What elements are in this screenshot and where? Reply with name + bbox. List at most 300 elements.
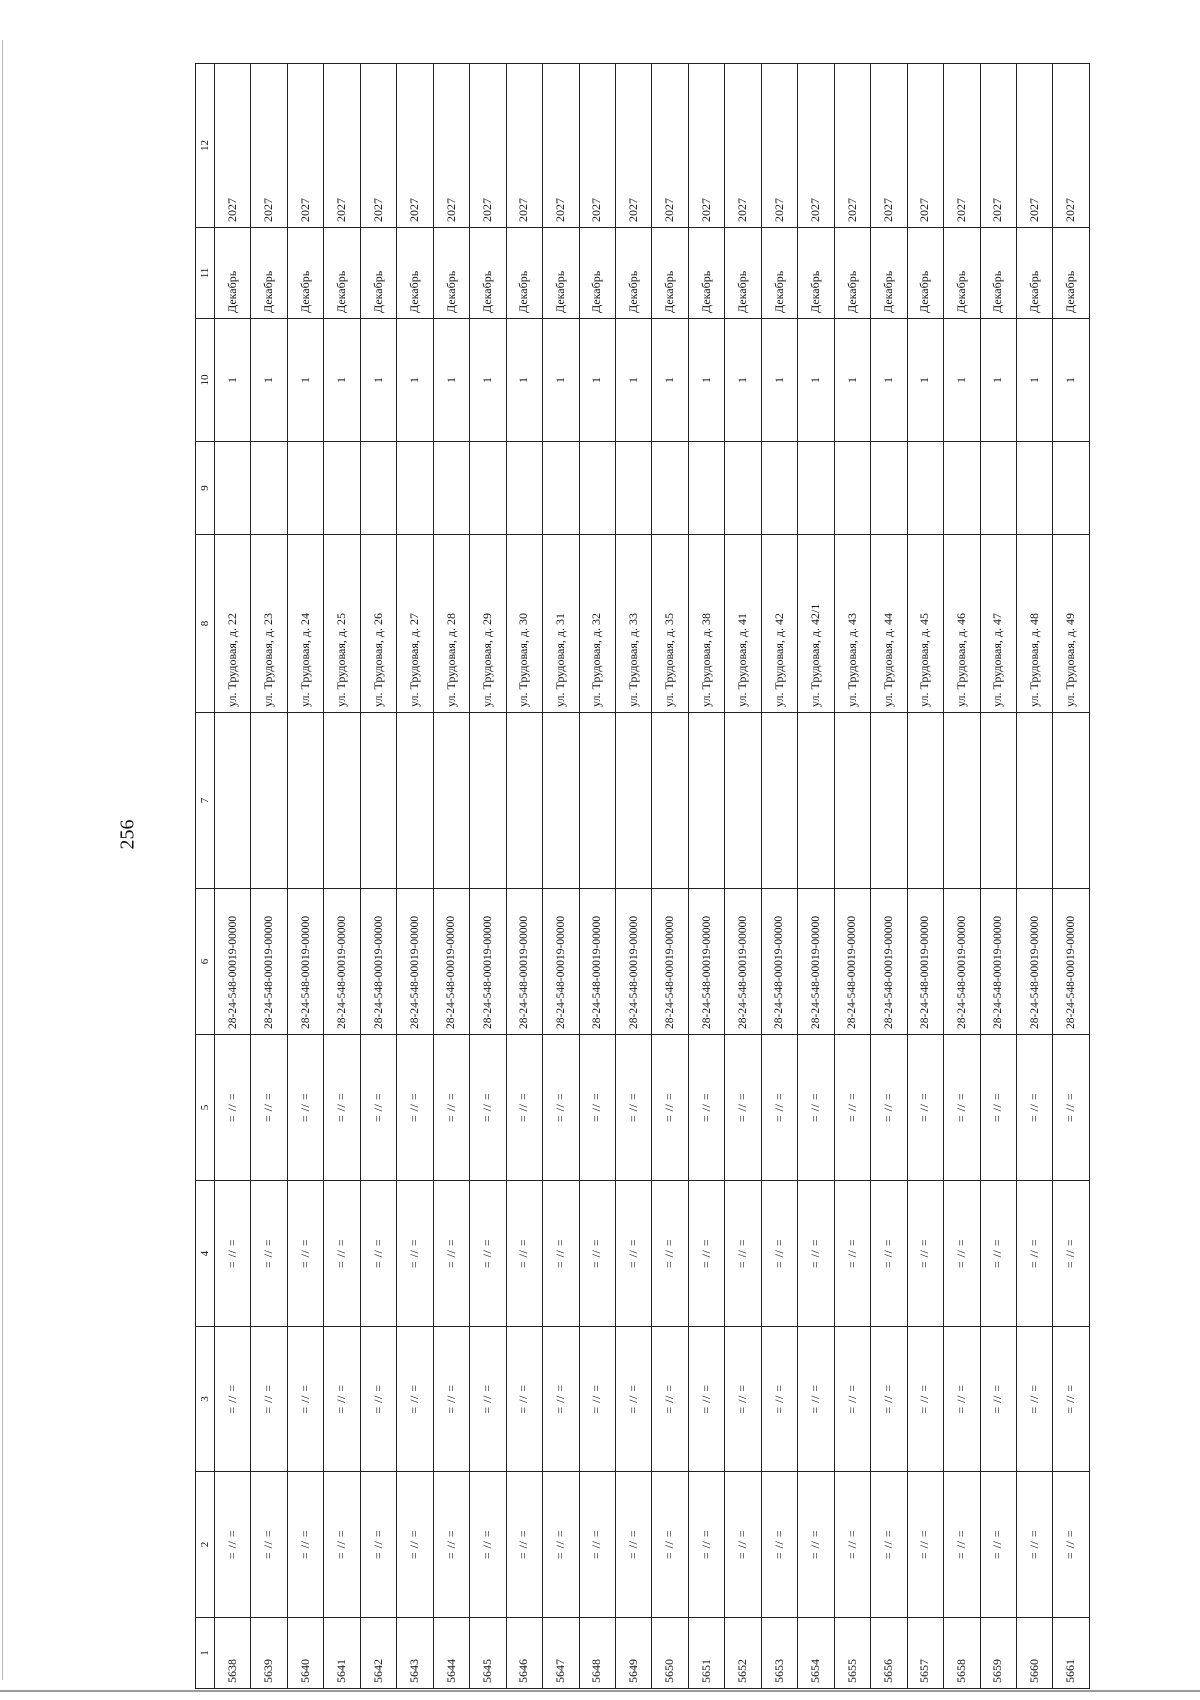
empty-cell xyxy=(579,713,615,889)
table-row xyxy=(798,64,834,1689)
ditto-cell: = // = xyxy=(944,1472,980,1618)
ditto-cell: = // = xyxy=(1016,1327,1052,1472)
empty-cell xyxy=(871,442,907,535)
ditto-cell: = // = xyxy=(652,1035,688,1181)
year-cell: 2027 xyxy=(652,64,688,228)
year-cell: 2027 xyxy=(506,64,542,228)
quantity-cell: 1 xyxy=(506,319,542,442)
quantity-cell: 1 xyxy=(1016,319,1052,442)
ditto-cell: = // = xyxy=(688,1327,724,1472)
row-number: 5640 xyxy=(287,1618,323,1689)
row-number: 5654 xyxy=(798,1618,834,1689)
table-row xyxy=(834,64,870,1689)
ditto-cell: = // = xyxy=(397,1472,433,1618)
year-cell: 2027 xyxy=(798,64,834,228)
ditto-cell: = // = xyxy=(871,1472,907,1618)
empty-cell xyxy=(251,713,287,889)
ditto-cell: = // = xyxy=(1016,1472,1052,1618)
empty-cell xyxy=(652,713,688,889)
table-row xyxy=(397,64,433,1689)
table-row xyxy=(215,64,251,1689)
empty-cell xyxy=(1053,442,1090,535)
ditto-cell: = // = xyxy=(834,1035,870,1181)
table-row xyxy=(761,64,797,1689)
month-cell: Декабрь xyxy=(871,228,907,319)
empty-cell xyxy=(1053,713,1090,889)
table-row xyxy=(543,64,579,1689)
address-cell: ул. Трудовая, д. 42 xyxy=(761,535,797,713)
empty-cell xyxy=(688,713,724,889)
row-number: 5650 xyxy=(652,1618,688,1689)
quantity-cell: 1 xyxy=(433,319,469,442)
ditto-cell: = // = xyxy=(652,1472,688,1618)
ditto-cell: = // = xyxy=(615,1327,651,1472)
ditto-cell: = // = xyxy=(1053,1181,1090,1327)
ditto-cell: = // = xyxy=(798,1327,834,1472)
row-number: 5653 xyxy=(761,1618,797,1689)
row-number: 5661 xyxy=(1053,1618,1090,1689)
table-row xyxy=(433,64,469,1689)
address-cell: ул. Трудовая, д. 35 xyxy=(652,535,688,713)
quantity-cell: 1 xyxy=(397,319,433,442)
ditto-cell: = // = xyxy=(944,1181,980,1327)
ditto-cell: = // = xyxy=(324,1035,360,1181)
registry-code: 28-24-548-00019-00000 xyxy=(688,889,724,1035)
empty-cell xyxy=(433,442,469,535)
registry-code: 28-24-548-00019-00000 xyxy=(433,889,469,1035)
ditto-cell: = // = xyxy=(798,1472,834,1618)
address-cell: ул. Трудовая, д. 46 xyxy=(944,535,980,713)
empty-cell xyxy=(579,442,615,535)
month-cell: Декабрь xyxy=(470,228,506,319)
month-cell: Декабрь xyxy=(615,228,651,319)
table-row xyxy=(615,64,651,1689)
address-cell: ул. Трудовая, д. 38 xyxy=(688,535,724,713)
empty-cell xyxy=(615,713,651,889)
year-cell: 2027 xyxy=(251,64,287,228)
address-cell: ул. Трудовая, д. 27 xyxy=(397,535,433,713)
month-cell: Декабрь xyxy=(506,228,542,319)
ditto-cell: = // = xyxy=(1053,1472,1090,1618)
year-cell: 2027 xyxy=(433,64,469,228)
ditto-cell: = // = xyxy=(287,1472,323,1618)
month-cell: Декабрь xyxy=(980,228,1016,319)
column-number-row xyxy=(196,64,215,1689)
month-cell: Декабрь xyxy=(251,228,287,319)
empty-cell xyxy=(324,713,360,889)
table-row xyxy=(871,64,907,1689)
ditto-cell: = // = xyxy=(907,1181,943,1327)
year-cell: 2027 xyxy=(615,64,651,228)
ditto-cell: = // = xyxy=(360,1181,396,1327)
registry-code: 28-24-548-00019-00000 xyxy=(287,889,323,1035)
ditto-cell: = // = xyxy=(688,1035,724,1181)
column-number: 1 xyxy=(196,1618,215,1689)
quantity-cell: 1 xyxy=(761,319,797,442)
registry-code: 28-24-548-00019-00000 xyxy=(470,889,506,1035)
ditto-cell: = // = xyxy=(761,1472,797,1618)
ditto-cell: = // = xyxy=(725,1035,761,1181)
row-number: 5643 xyxy=(397,1618,433,1689)
address-cell: ул. Трудовая, д. 24 xyxy=(287,535,323,713)
ditto-cell: = // = xyxy=(944,1327,980,1472)
registry-code: 28-24-548-00019-00000 xyxy=(506,889,542,1035)
registry-code: 28-24-548-00019-00000 xyxy=(615,889,651,1035)
address-cell: ул. Трудовая, д. 47 xyxy=(980,535,1016,713)
year-cell: 2027 xyxy=(1053,64,1090,228)
registry-code: 28-24-548-00019-00000 xyxy=(944,889,980,1035)
quantity-cell: 1 xyxy=(579,319,615,442)
ditto-cell: = // = xyxy=(798,1035,834,1181)
column-number: 3 xyxy=(196,1327,215,1472)
quantity-cell: 1 xyxy=(543,319,579,442)
empty-cell xyxy=(1016,442,1052,535)
month-cell: Декабрь xyxy=(725,228,761,319)
address-cell: ул. Трудовая, д. 32 xyxy=(579,535,615,713)
empty-cell xyxy=(215,442,251,535)
row-number: 5641 xyxy=(324,1618,360,1689)
quantity-cell: 1 xyxy=(688,319,724,442)
address-cell: ул. Трудовая, д. 43 xyxy=(834,535,870,713)
registry-code: 28-24-548-00019-00000 xyxy=(652,889,688,1035)
empty-cell xyxy=(907,713,943,889)
registry-code: 28-24-548-00019-00000 xyxy=(761,889,797,1035)
ditto-cell: = // = xyxy=(688,1472,724,1618)
registry-code: 28-24-548-00019-00000 xyxy=(360,889,396,1035)
table-row xyxy=(1016,64,1052,1689)
column-number: 7 xyxy=(196,713,215,889)
row-number: 5646 xyxy=(506,1618,542,1689)
ditto-cell: = // = xyxy=(287,1327,323,1472)
empty-cell xyxy=(761,713,797,889)
table-row xyxy=(360,64,396,1689)
address-cell: ул. Трудовая, д. 44 xyxy=(871,535,907,713)
month-cell: Декабрь xyxy=(907,228,943,319)
year-cell: 2027 xyxy=(360,64,396,228)
ditto-cell: = // = xyxy=(725,1472,761,1618)
table-row xyxy=(251,64,287,1689)
month-cell: Декабрь xyxy=(761,228,797,319)
ditto-cell: = // = xyxy=(615,1472,651,1618)
year-cell: 2027 xyxy=(287,64,323,228)
row-number: 5655 xyxy=(834,1618,870,1689)
address-cell: ул. Трудовая, д. 31 xyxy=(543,535,579,713)
ditto-cell: = // = xyxy=(1053,1327,1090,1472)
year-cell: 2027 xyxy=(579,64,615,228)
month-cell: Декабрь xyxy=(324,228,360,319)
year-cell: 2027 xyxy=(761,64,797,228)
ditto-cell: = // = xyxy=(543,1472,579,1618)
ditto-cell: = // = xyxy=(725,1181,761,1327)
empty-cell xyxy=(287,442,323,535)
registry-code: 28-24-548-00019-00000 xyxy=(215,889,251,1035)
quantity-cell: 1 xyxy=(798,319,834,442)
ditto-cell: = // = xyxy=(215,1472,251,1618)
month-cell: Декабрь xyxy=(1016,228,1052,319)
empty-cell xyxy=(652,442,688,535)
registry-code: 28-24-548-00019-00000 xyxy=(251,889,287,1035)
empty-cell xyxy=(215,713,251,889)
address-cell: ул. Трудовая, д. 29 xyxy=(470,535,506,713)
ditto-cell: = // = xyxy=(834,1472,870,1618)
page-number: 256 xyxy=(116,819,139,850)
column-number: 6 xyxy=(196,889,215,1035)
ditto-cell: = // = xyxy=(761,1327,797,1472)
ditto-cell: = // = xyxy=(543,1035,579,1181)
row-number: 5658 xyxy=(944,1618,980,1689)
row-number: 5639 xyxy=(251,1618,287,1689)
address-cell: ул. Трудовая, д. 23 xyxy=(251,535,287,713)
registry-code: 28-24-548-00019-00000 xyxy=(397,889,433,1035)
ditto-cell: = // = xyxy=(360,1035,396,1181)
registry-code: 28-24-548-00019-00000 xyxy=(834,889,870,1035)
quantity-cell: 1 xyxy=(944,319,980,442)
ditto-cell: = // = xyxy=(725,1327,761,1472)
row-number: 5647 xyxy=(543,1618,579,1689)
ditto-cell: = // = xyxy=(324,1472,360,1618)
year-cell: 2027 xyxy=(834,64,870,228)
quantity-cell: 1 xyxy=(324,319,360,442)
empty-cell xyxy=(470,713,506,889)
ditto-cell: = // = xyxy=(1016,1035,1052,1181)
ditto-cell: = // = xyxy=(615,1181,651,1327)
ditto-cell: = // = xyxy=(1016,1181,1052,1327)
ditto-cell: = // = xyxy=(251,1472,287,1618)
table-row xyxy=(506,64,542,1689)
ditto-cell: = // = xyxy=(871,1327,907,1472)
empty-cell xyxy=(1016,713,1052,889)
empty-cell xyxy=(834,713,870,889)
ditto-cell: = // = xyxy=(652,1327,688,1472)
month-cell: Декабрь xyxy=(834,228,870,319)
table-row xyxy=(324,64,360,1689)
ditto-cell: = // = xyxy=(907,1035,943,1181)
year-cell: 2027 xyxy=(215,64,251,228)
table-row xyxy=(688,64,724,1689)
ditto-cell: = // = xyxy=(688,1181,724,1327)
registry-code: 28-24-548-00019-00000 xyxy=(725,889,761,1035)
quantity-cell: 1 xyxy=(615,319,651,442)
empty-cell xyxy=(761,442,797,535)
ditto-cell: = // = xyxy=(397,1035,433,1181)
quantity-cell: 1 xyxy=(360,319,396,442)
address-cell: ул. Трудовая, д. 30 xyxy=(506,535,542,713)
ditto-cell: = // = xyxy=(980,1327,1016,1472)
year-cell: 2027 xyxy=(324,64,360,228)
address-cell: ул. Трудовая, д. 28 xyxy=(433,535,469,713)
empty-cell xyxy=(397,442,433,535)
empty-cell xyxy=(360,713,396,889)
month-cell: Декабрь xyxy=(652,228,688,319)
empty-cell xyxy=(470,442,506,535)
ditto-cell: = // = xyxy=(324,1327,360,1472)
ditto-cell: = // = xyxy=(397,1181,433,1327)
ditto-cell: = // = xyxy=(251,1181,287,1327)
empty-cell xyxy=(251,442,287,535)
quantity-cell: 1 xyxy=(1053,319,1090,442)
ditto-cell: = // = xyxy=(871,1181,907,1327)
ditto-cell: = // = xyxy=(433,1181,469,1327)
ditto-cell: = // = xyxy=(470,1327,506,1472)
month-cell: Декабрь xyxy=(360,228,396,319)
ditto-cell: = // = xyxy=(579,1327,615,1472)
month-cell: Декабрь xyxy=(287,228,323,319)
registry-code: 28-24-548-00019-00000 xyxy=(980,889,1016,1035)
empty-cell xyxy=(944,713,980,889)
month-cell: Декабрь xyxy=(433,228,469,319)
year-cell: 2027 xyxy=(725,64,761,228)
quantity-cell: 1 xyxy=(980,319,1016,442)
ditto-cell: = // = xyxy=(360,1327,396,1472)
address-cell: ул. Трудовая, д. 33 xyxy=(615,535,651,713)
empty-cell xyxy=(506,713,542,889)
empty-cell xyxy=(324,442,360,535)
year-cell: 2027 xyxy=(871,64,907,228)
table-row xyxy=(470,64,506,1689)
year-cell: 2027 xyxy=(944,64,980,228)
registry-code: 28-24-548-00019-00000 xyxy=(907,889,943,1035)
ditto-cell: = // = xyxy=(543,1181,579,1327)
ditto-cell: = // = xyxy=(433,1327,469,1472)
empty-cell xyxy=(980,442,1016,535)
month-cell: Декабрь xyxy=(397,228,433,319)
ditto-cell: = // = xyxy=(470,1472,506,1618)
year-cell: 2027 xyxy=(543,64,579,228)
column-number: 12 xyxy=(196,64,215,228)
year-cell: 2027 xyxy=(980,64,1016,228)
ditto-cell: = // = xyxy=(652,1181,688,1327)
ditto-cell: = // = xyxy=(761,1035,797,1181)
year-cell: 2027 xyxy=(688,64,724,228)
empty-cell xyxy=(907,442,943,535)
ditto-cell: = // = xyxy=(543,1327,579,1472)
table-row xyxy=(980,64,1016,1689)
quantity-cell: 1 xyxy=(287,319,323,442)
empty-cell xyxy=(725,442,761,535)
address-cell: ул. Трудовая, д. 26 xyxy=(360,535,396,713)
ditto-cell: = // = xyxy=(506,1181,542,1327)
empty-cell xyxy=(360,442,396,535)
quantity-cell: 1 xyxy=(652,319,688,442)
month-cell: Декабрь xyxy=(1053,228,1090,319)
ditto-cell: = // = xyxy=(324,1181,360,1327)
ditto-cell: = // = xyxy=(470,1035,506,1181)
ditto-cell: = // = xyxy=(980,1472,1016,1618)
empty-cell xyxy=(798,713,834,889)
row-number: 5648 xyxy=(579,1618,615,1689)
ditto-cell: = // = xyxy=(980,1181,1016,1327)
ditto-cell: = // = xyxy=(215,1035,251,1181)
empty-cell xyxy=(980,713,1016,889)
month-cell: Декабрь xyxy=(543,228,579,319)
registry-code: 28-24-548-00019-00000 xyxy=(1053,889,1090,1035)
registry-code: 28-24-548-00019-00000 xyxy=(798,889,834,1035)
registry-code: 28-24-548-00019-00000 xyxy=(543,889,579,1035)
ditto-cell: = // = xyxy=(579,1035,615,1181)
ditto-cell: = // = xyxy=(579,1181,615,1327)
ditto-cell: = // = xyxy=(761,1181,797,1327)
quantity-cell: 1 xyxy=(834,319,870,442)
empty-cell xyxy=(871,713,907,889)
quantity-cell: 1 xyxy=(215,319,251,442)
empty-cell xyxy=(433,713,469,889)
month-cell: Декабрь xyxy=(215,228,251,319)
row-number: 5649 xyxy=(615,1618,651,1689)
ditto-cell: = // = xyxy=(506,1327,542,1472)
quantity-cell: 1 xyxy=(251,319,287,442)
ditto-cell: = // = xyxy=(798,1181,834,1327)
ditto-cell: = // = xyxy=(871,1035,907,1181)
month-cell: Декабрь xyxy=(579,228,615,319)
ditto-cell: = // = xyxy=(360,1472,396,1618)
empty-cell xyxy=(397,713,433,889)
ditto-cell: = // = xyxy=(615,1035,651,1181)
row-number: 5638 xyxy=(215,1618,251,1689)
ditto-cell: = // = xyxy=(397,1327,433,1472)
scan-bottom-edge xyxy=(0,1690,1200,1692)
year-cell: 2027 xyxy=(470,64,506,228)
quantity-cell: 1 xyxy=(725,319,761,442)
table-row xyxy=(652,64,688,1689)
ditto-cell: = // = xyxy=(470,1181,506,1327)
empty-cell xyxy=(543,442,579,535)
ditto-cell: = // = xyxy=(287,1035,323,1181)
register-table-sheet xyxy=(195,64,1090,1689)
column-number: 4 xyxy=(196,1181,215,1327)
empty-cell xyxy=(834,442,870,535)
year-cell: 2027 xyxy=(907,64,943,228)
row-number: 5644 xyxy=(433,1618,469,1689)
ditto-cell: = // = xyxy=(907,1327,943,1472)
address-cell: ул. Трудовая, д. 49 xyxy=(1053,535,1090,713)
row-number: 5656 xyxy=(871,1618,907,1689)
registry-code: 28-24-548-00019-00000 xyxy=(1016,889,1052,1035)
ditto-cell: = // = xyxy=(506,1472,542,1618)
quantity-cell: 1 xyxy=(470,319,506,442)
row-number: 5642 xyxy=(360,1618,396,1689)
address-cell: ул. Трудовая, д. 45 xyxy=(907,535,943,713)
ditto-cell: = // = xyxy=(834,1181,870,1327)
ditto-cell: = // = xyxy=(433,1035,469,1181)
ditto-cell: = // = xyxy=(907,1472,943,1618)
empty-cell xyxy=(287,713,323,889)
ditto-cell: = // = xyxy=(506,1035,542,1181)
registry-code: 28-24-548-00019-00000 xyxy=(324,889,360,1035)
table-row xyxy=(1053,64,1090,1689)
month-cell: Декабрь xyxy=(944,228,980,319)
column-number: 2 xyxy=(196,1472,215,1618)
quantity-cell: 1 xyxy=(871,319,907,442)
empty-cell xyxy=(944,442,980,535)
address-cell: ул. Трудовая, д. 25 xyxy=(324,535,360,713)
column-number: 10 xyxy=(196,319,215,442)
year-cell: 2027 xyxy=(1016,64,1052,228)
table-row xyxy=(944,64,980,1689)
ditto-cell: = // = xyxy=(944,1035,980,1181)
ditto-cell: = // = xyxy=(1053,1035,1090,1181)
ditto-cell: = // = xyxy=(251,1327,287,1472)
year-cell: 2027 xyxy=(397,64,433,228)
empty-cell xyxy=(615,442,651,535)
row-number: 5657 xyxy=(907,1618,943,1689)
column-number: 5 xyxy=(196,1035,215,1181)
ditto-cell: = // = xyxy=(287,1181,323,1327)
ditto-cell: = // = xyxy=(215,1181,251,1327)
register-table xyxy=(195,63,1090,1689)
empty-cell xyxy=(725,713,761,889)
ditto-cell: = // = xyxy=(834,1327,870,1472)
empty-cell xyxy=(543,713,579,889)
